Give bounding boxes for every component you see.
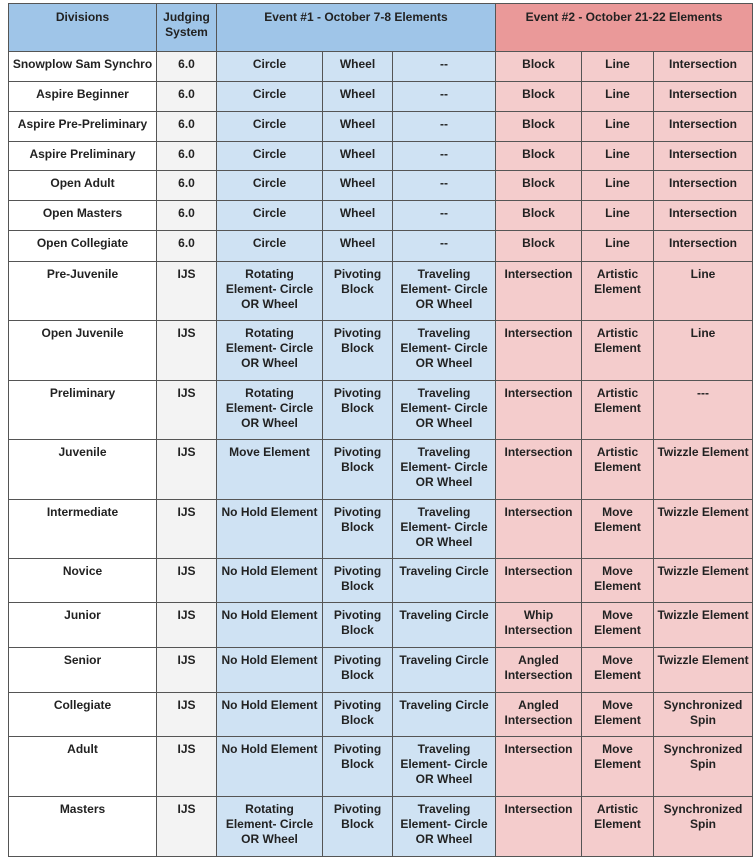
division-cell: Open Collegiate [9,231,157,262]
event1-element-cell: Traveling Element- Circle OR Wheel [393,440,496,500]
event2-element-cell: Move Element [582,737,654,797]
division-cell: Senior [9,648,157,693]
event2-element-cell: Intersection [654,142,753,171]
event2-element-cell: Angled Intersection [496,693,582,737]
event2-element-cell: Twizzle Element [654,648,753,693]
table-row [9,142,753,171]
event1-element-cell: Rotating Element- Circle OR Wheel [217,797,323,857]
event2-element-cell: Line [654,262,753,321]
event1-element-cell: No Hold Element [217,559,323,603]
event1-element-cell: -- [393,142,496,171]
elements-table [8,3,753,857]
division-cell: Aspire Preliminary [9,142,157,171]
event2-element-cell: Intersection [496,559,582,603]
event1-element-cell: -- [393,201,496,231]
event2-element-cell: Move Element [582,693,654,737]
event1-element-cell: Circle [217,171,323,201]
table-row [9,603,753,648]
division-cell: Novice [9,559,157,603]
event2-element-cell: Intersection [654,231,753,262]
event1-element-cell: Pivoting Block [323,648,393,693]
table-row [9,112,753,142]
event1-element-cell: -- [393,52,496,82]
division-cell: Intermediate [9,500,157,559]
event1-element-cell: Circle [217,142,323,171]
event1-element-cell: Rotating Element- Circle OR Wheel [217,262,323,321]
event1-element-cell: Traveling Circle [393,559,496,603]
judging-system-cell: 6.0 [157,82,217,112]
table-row [9,52,753,82]
event2-element-cell: Line [582,201,654,231]
division-cell: Open Adult [9,171,157,201]
division-cell: Collegiate [9,693,157,737]
table-row [9,440,753,500]
event1-element-cell: Rotating Element- Circle OR Wheel [217,381,323,440]
division-cell: Pre-Juvenile [9,262,157,321]
event1-element-cell: -- [393,82,496,112]
judging-system-header: Judging System [157,4,217,52]
event2-element-cell: Intersection [496,262,582,321]
event2-element-cell: Line [582,82,654,112]
judging-system-cell: IJS [157,321,217,381]
judging-system-cell: 6.0 [157,112,217,142]
division-cell: Aspire Pre-Preliminary [9,112,157,142]
event1-element-cell: -- [393,231,496,262]
table-body [9,52,753,857]
event2-element-cell: Block [496,112,582,142]
event1-element-cell: Pivoting Block [323,737,393,797]
event1-element-cell: Pivoting Block [323,603,393,648]
event1-element-cell: Circle [217,52,323,82]
table-row [9,797,753,857]
event1-element-cell: No Hold Element [217,603,323,648]
event2-element-cell: Artistic Element [582,797,654,857]
event1-element-cell: Pivoting Block [323,440,393,500]
event1-element-cell: Pivoting Block [323,321,393,381]
event1-element-cell: Pivoting Block [323,262,393,321]
event1-element-cell: Traveling Element- Circle OR Wheel [393,381,496,440]
event2-header: Event #2 - October 21-22 Elements [496,4,753,52]
event2-element-cell: Intersection [654,171,753,201]
event2-element-cell: Line [582,171,654,201]
event2-element-cell: Twizzle Element [654,500,753,559]
table-row [9,321,753,381]
event2-element-cell: Whip Intersection [496,603,582,648]
event1-element-cell: Pivoting Block [323,500,393,559]
event1-element-cell: Traveling Element- Circle OR Wheel [393,737,496,797]
judging-system-cell: IJS [157,440,217,500]
event2-element-cell: Move Element [582,500,654,559]
event1-element-cell: Move Element [217,440,323,500]
table-row [9,201,753,231]
event2-element-cell: Block [496,171,582,201]
event2-element-cell: Intersection [496,440,582,500]
event2-element-cell: Move Element [582,603,654,648]
event2-element-cell: Intersection [654,201,753,231]
event1-element-cell: Traveling Element- Circle OR Wheel [393,262,496,321]
table-row [9,648,753,693]
table-row [9,693,753,737]
event1-element-cell: Pivoting Block [323,693,393,737]
division-cell: Open Juvenile [9,321,157,381]
event2-element-cell: Twizzle Element [654,559,753,603]
event2-element-cell: Twizzle Element [654,440,753,500]
table-row [9,559,753,603]
judging-system-cell: IJS [157,797,217,857]
event2-element-cell: Line [582,142,654,171]
division-cell: Open Masters [9,201,157,231]
event2-element-cell: Block [496,231,582,262]
division-cell: Juvenile [9,440,157,500]
event2-element-cell: Intersection [654,52,753,82]
event2-element-cell: Block [496,52,582,82]
event2-element-cell: Intersection [654,82,753,112]
judging-system-cell: IJS [157,500,217,559]
judging-system-cell: 6.0 [157,231,217,262]
judging-system-cell: 6.0 [157,201,217,231]
event2-element-cell: Twizzle Element [654,603,753,648]
event1-element-cell: Wheel [323,52,393,82]
event1-element-cell: -- [393,112,496,142]
judging-system-cell: IJS [157,262,217,321]
division-cell: Aspire Beginner [9,82,157,112]
event2-element-cell: --- [654,381,753,440]
event2-element-cell: Artistic Element [582,321,654,381]
division-cell: Snowplow Sam Synchro [9,52,157,82]
event2-element-cell: Block [496,201,582,231]
event2-element-cell: Line [582,52,654,82]
divisions-header: Divisions [9,4,157,52]
event2-element-cell: Intersection [496,797,582,857]
event1-element-cell: Pivoting Block [323,381,393,440]
event1-element-cell: Pivoting Block [323,797,393,857]
judging-system-cell: 6.0 [157,142,217,171]
event1-header: Event #1 - October 7-8 Elements [217,4,496,52]
judging-system-cell: IJS [157,559,217,603]
header-row [9,4,753,52]
judging-system-cell: IJS [157,381,217,440]
event1-element-cell: Circle [217,82,323,112]
event1-element-cell: Wheel [323,171,393,201]
event1-element-cell: Traveling Circle [393,603,496,648]
event2-element-cell: Artistic Element [582,381,654,440]
event2-element-cell: Intersection [496,381,582,440]
division-cell: Adult [9,737,157,797]
event2-element-cell: Artistic Element [582,262,654,321]
event1-element-cell: Wheel [323,82,393,112]
event2-element-cell: Move Element [582,648,654,693]
event1-element-cell: Circle [217,112,323,142]
event1-element-cell: Wheel [323,142,393,171]
event2-element-cell: Move Element [582,559,654,603]
event2-element-cell: Artistic Element [582,440,654,500]
event1-element-cell: Traveling Element- Circle OR Wheel [393,500,496,559]
event2-element-cell: Synchronized Spin [654,797,753,857]
judging-system-cell: IJS [157,648,217,693]
table-row [9,500,753,559]
event1-element-cell: Wheel [323,201,393,231]
event1-element-cell: No Hold Element [217,500,323,559]
event2-element-cell: Synchronized Spin [654,737,753,797]
table-row [9,171,753,201]
judging-system-cell: IJS [157,603,217,648]
event2-element-cell: Intersection [496,737,582,797]
event1-element-cell: -- [393,171,496,201]
event2-element-cell: Intersection [496,500,582,559]
event1-element-cell: No Hold Element [217,693,323,737]
event1-element-cell: Pivoting Block [323,559,393,603]
table-row [9,381,753,440]
event2-element-cell: Intersection [496,321,582,381]
event2-element-cell: Line [654,321,753,381]
event1-element-cell: Rotating Element- Circle OR Wheel [217,321,323,381]
division-cell: Preliminary [9,381,157,440]
judging-system-cell: IJS [157,737,217,797]
table-row [9,231,753,262]
event1-element-cell: Traveling Element- Circle OR Wheel [393,321,496,381]
division-cell: Masters [9,797,157,857]
event2-element-cell: Block [496,142,582,171]
event1-element-cell: Wheel [323,231,393,262]
event1-element-cell: Traveling Circle [393,648,496,693]
event1-element-cell: Circle [217,231,323,262]
judging-system-cell: 6.0 [157,52,217,82]
event1-element-cell: Traveling Element- Circle OR Wheel [393,797,496,857]
event2-element-cell: Line [582,112,654,142]
table-row [9,82,753,112]
event1-element-cell: Circle [217,201,323,231]
judging-system-cell: IJS [157,693,217,737]
event2-element-cell: Line [582,231,654,262]
event2-element-cell: Intersection [654,112,753,142]
event2-element-cell: Synchronized Spin [654,693,753,737]
table-row [9,262,753,321]
event2-element-cell: Angled Intersection [496,648,582,693]
event1-element-cell: Wheel [323,112,393,142]
event2-element-cell: Block [496,82,582,112]
event1-element-cell: No Hold Element [217,737,323,797]
event1-element-cell: No Hold Element [217,648,323,693]
judging-system-cell: 6.0 [157,171,217,201]
table-row [9,737,753,797]
division-cell: Junior [9,603,157,648]
event1-element-cell: Traveling Circle [393,693,496,737]
